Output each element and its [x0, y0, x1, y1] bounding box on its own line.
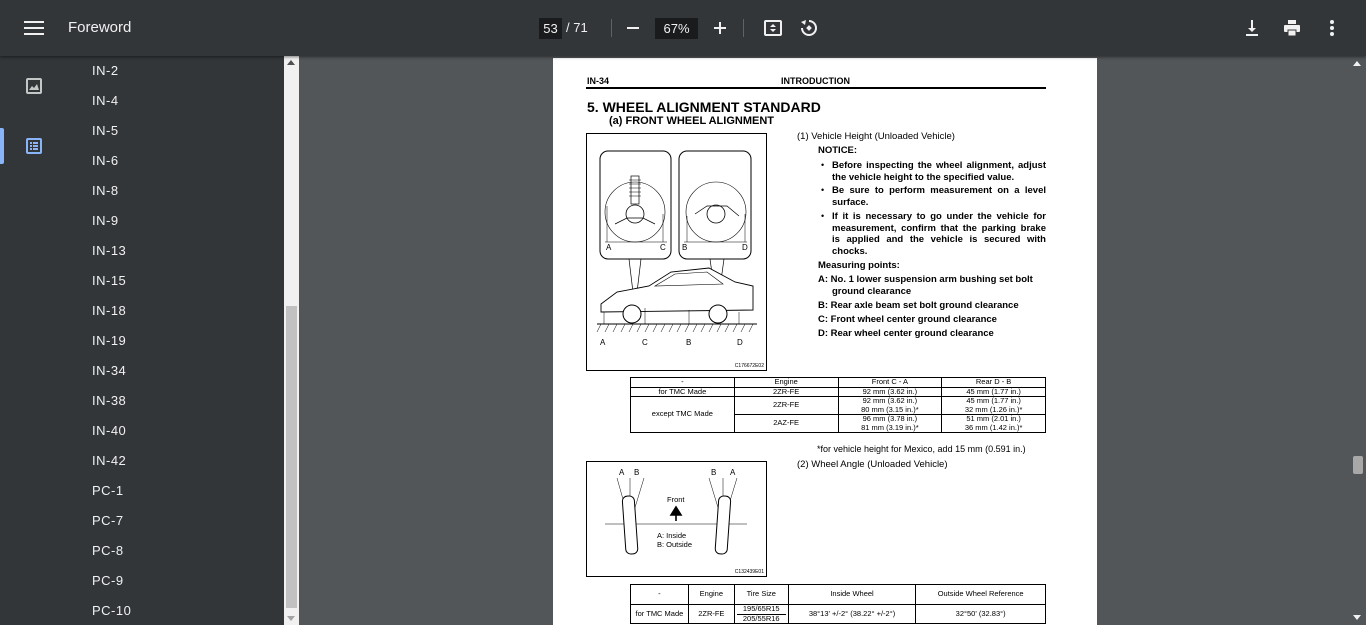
scroll-up-icon[interactable]: [287, 60, 295, 65]
table-cell: except TMC Made: [631, 397, 735, 433]
outline-item[interactable]: IN-9: [92, 213, 119, 228]
table-header: -: [631, 585, 689, 605]
fig1-bottom-label-c: C: [642, 338, 648, 347]
active-indicator: [0, 128, 4, 164]
table-cell: [838, 397, 942, 415]
scroll-up-icon[interactable]: [1353, 61, 1361, 66]
table-cell-line: 81 mm (3.19 in.)*: [861, 422, 919, 432]
table-header: Engine: [734, 378, 838, 388]
outline-item[interactable]: IN-5: [92, 123, 119, 138]
table-cell-line: 36 mm (1.42 in.)*: [964, 422, 1023, 432]
measuring-d: D: Rear wheel center ground clearance: [818, 328, 994, 339]
table-header: -: [631, 378, 735, 388]
table-cell: [838, 415, 942, 433]
outline-item[interactable]: IN-6: [92, 153, 119, 168]
mexico-note: *for vehicle height for Mexico, add 15 mm (0.591 in.): [817, 444, 1026, 454]
table-cell: 45 mm (1.77 in.): [942, 387, 1046, 397]
table-cell: [942, 397, 1046, 415]
notice-1: Before inspecting the wheel alignment, adjust the vehicle height to the specified value.: [832, 160, 1046, 183]
bullet-icon: •: [821, 160, 825, 170]
measuring-c: C: Front wheel center ground clearance: [818, 314, 997, 325]
fig2-inside-label: A: Inside: [657, 531, 687, 540]
vehicle-height-table: [630, 377, 1046, 433]
outline-item[interactable]: PC-9: [92, 573, 124, 588]
fig2-label-a-right: A: [730, 468, 736, 477]
zoom-out-icon[interactable]: [621, 16, 645, 40]
table-cell-line: 80 mm (3.15 in.)*: [861, 404, 919, 414]
table-cell: for TMC Made: [631, 387, 735, 397]
fig2-front-label: Front: [667, 495, 685, 504]
outline-item[interactable]: IN-13: [92, 243, 127, 258]
print-icon[interactable]: [1280, 16, 1304, 40]
outline-item[interactable]: IN-4: [92, 93, 119, 108]
zoom-in-icon[interactable]: [708, 16, 732, 40]
table-cell: 38°13' +/-2° (38.22° +/-2°): [788, 605, 916, 624]
table-cell-line: 45 mm (1.77 in.): [966, 396, 1021, 405]
notice-label: NOTICE:: [818, 145, 858, 156]
fig1-label-a: A: [606, 243, 612, 252]
fig2-outside-label: B: Outside: [657, 540, 693, 549]
table-cell-line: 51 mm (2.01 in.): [966, 414, 1021, 423]
measuring-label: Measuring points:: [818, 260, 900, 271]
outline-item[interactable]: IN-40: [92, 423, 127, 438]
bullet-icon: •: [821, 185, 825, 195]
outline-item[interactable]: IN-38: [92, 393, 127, 408]
table-cell: for TMC Made: [631, 605, 689, 624]
document-title: Foreword: [68, 19, 132, 36]
fig1-bottom-label-b: B: [686, 338, 692, 347]
table-cell-line: 205/55R16: [742, 613, 780, 623]
scroll-down-icon[interactable]: [1353, 615, 1361, 620]
vehicle-height-figure: [586, 133, 767, 371]
table-cell: 32°50' (32.83°): [916, 605, 1046, 624]
table-cell: 2AZ-FE: [734, 415, 838, 433]
thumbnail-view-icon[interactable]: [22, 74, 46, 98]
figure-caption: C176672E02: [734, 363, 764, 369]
outline-item[interactable]: PC-7: [92, 513, 124, 528]
bullet-icon: •: [821, 211, 825, 221]
table-cell: [942, 415, 1046, 433]
scroll-thumb[interactable]: [1353, 456, 1363, 474]
pdf-page: [553, 58, 1097, 625]
document-scrollbar[interactable]: [1349, 56, 1366, 625]
page-header-left: IN-34: [587, 76, 610, 86]
page-header-center: INTRODUCTION: [781, 76, 850, 86]
fig1-label-d: D: [742, 243, 748, 252]
figure-caption: C132439E01: [734, 569, 764, 575]
fit-page-icon[interactable]: [761, 16, 785, 40]
sidebar-rail: [0, 56, 68, 625]
fig1-bottom-label-a: A: [600, 338, 606, 347]
table-header: Inside Wheel: [788, 585, 916, 605]
notice-3: If it is necessary to go under the vehicle for measurement, confirm that the parking brake is applied and the vehicle is secured with chocks.: [832, 211, 1046, 257]
item1-title: (1) Vehicle Height (Unloaded Vehicle): [797, 131, 955, 142]
wheel-angle-diagram: [587, 462, 766, 576]
fig2-label-a: A: [619, 468, 625, 477]
menu-icon[interactable]: [22, 18, 46, 38]
vehicle-height-diagram: [587, 134, 766, 370]
table-cell-line: 195/65R15: [737, 605, 786, 615]
toolbar-divider: [743, 19, 744, 37]
outline-scrollbar[interactable]: [284, 56, 299, 625]
fig1-bottom-label-d: D: [737, 338, 743, 347]
table-cell-line: 96 mm (3.78 in.): [862, 414, 918, 423]
outline-item[interactable]: IN-34: [92, 363, 127, 378]
page-number-input[interactable]: 53: [539, 18, 562, 39]
measuring-a: A: No. 1 lower suspension arm bushing set bolt ground clearance: [818, 274, 1033, 297]
table-header: Outside Wheel Reference: [916, 585, 1046, 605]
table-cell: [734, 605, 788, 624]
scroll-down-icon[interactable]: [287, 616, 295, 621]
zoom-input[interactable]: 67%: [655, 18, 698, 39]
fig2-label-b-right: B: [711, 468, 717, 477]
outline-item[interactable]: IN-19: [92, 333, 127, 348]
outline-item[interactable]: IN-42: [92, 453, 127, 468]
table-header: Engine: [688, 585, 734, 605]
sidebar: [0, 56, 284, 625]
table-header: Rear D - B: [942, 378, 1046, 388]
page-total: / 71: [566, 20, 588, 35]
toolbar-divider: [611, 19, 612, 37]
outline-item[interactable]: PC-1: [92, 483, 124, 498]
rotate-icon[interactable]: [797, 16, 821, 40]
outline-item[interactable]: IN-8: [92, 183, 119, 198]
subsection-title: (a) FRONT WHEEL ALIGNMENT: [609, 115, 774, 127]
table-cell: 2ZR-FE: [734, 387, 838, 397]
fig1-label-c: C: [660, 243, 666, 252]
scroll-thumb[interactable]: [286, 306, 297, 608]
table-header: Front C - A: [838, 378, 942, 388]
table-cell-line: 32 mm (1.26 in.)*: [964, 404, 1023, 414]
wheel-angle-table: [630, 584, 1046, 624]
outline-list: [92, 56, 282, 625]
table-cell: 2ZR-FE: [734, 397, 838, 415]
notice-2: Be sure to perform measurement on a level surface.: [832, 185, 1046, 208]
table-cell: 92 mm (3.62 in.): [838, 387, 942, 397]
pdf-toolbar: [0, 0, 1366, 56]
section-title: 5. WHEEL ALIGNMENT STANDARD: [587, 99, 821, 115]
fig2-label-b: B: [634, 468, 640, 477]
outline-view-icon[interactable]: [22, 134, 46, 158]
outline-item[interactable]: PC-8: [92, 543, 124, 558]
outline-item[interactable]: IN-18: [92, 303, 127, 318]
item2-title: (2) Wheel Angle (Unloaded Vehicle): [797, 459, 948, 470]
outline-item[interactable]: IN-2: [92, 63, 119, 78]
wheel-angle-figure: [586, 461, 767, 577]
header-rule: [586, 87, 1046, 89]
table-cell: 2ZR-FE: [688, 605, 734, 624]
measuring-b: B: Rear axle beam set bolt ground clearance: [818, 300, 1019, 311]
more-options-icon[interactable]: [1320, 16, 1344, 40]
outline-item[interactable]: IN-15: [92, 273, 127, 288]
table-cell-line: 92 mm (3.62 in.): [862, 396, 918, 405]
table-header: Tire Size: [734, 585, 788, 605]
fig1-label-b: B: [682, 243, 688, 252]
outline-item[interactable]: PC-10: [92, 603, 132, 618]
download-icon[interactable]: [1240, 16, 1264, 40]
